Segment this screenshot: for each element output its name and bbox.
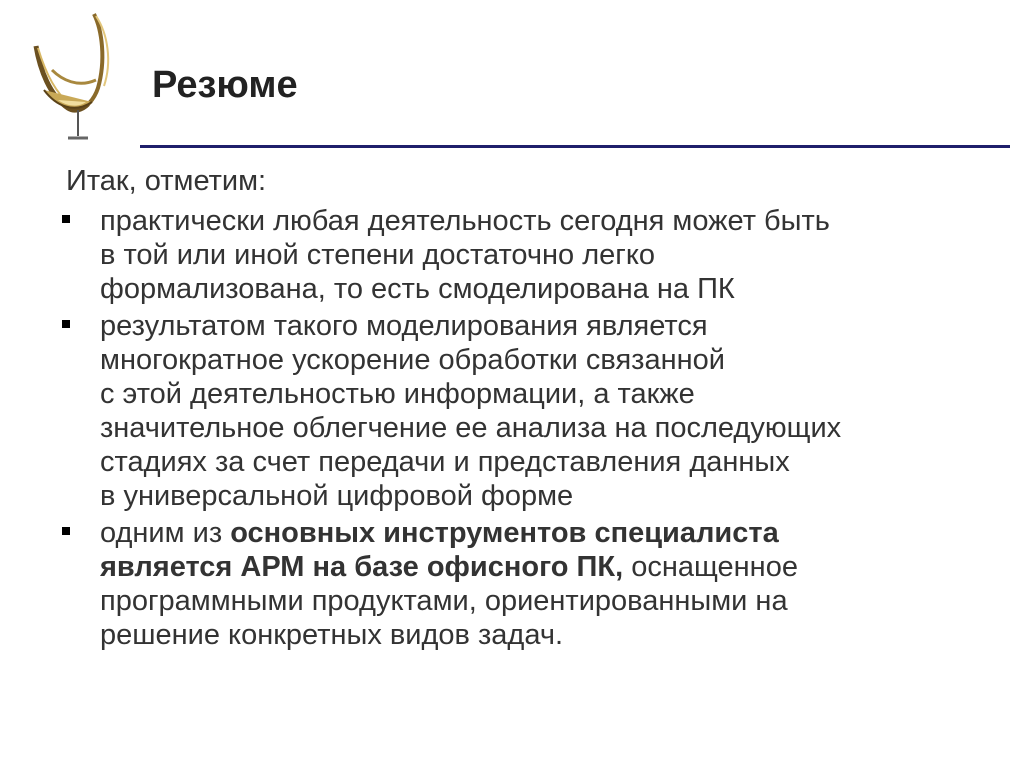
bullet-line: значительное облегчение ее анализа на последующих bbox=[100, 412, 842, 444]
bullet-text-bold: является АРМ на базе офисного ПК, bbox=[100, 551, 624, 583]
bullet-list bbox=[58, 204, 988, 655]
list-item bbox=[58, 309, 988, 513]
bullet-line: в универсальной цифровой форме bbox=[100, 480, 574, 512]
square-bullet-icon bbox=[62, 527, 70, 535]
title-divider bbox=[140, 145, 1010, 148]
goblet-sculpture-icon bbox=[22, 10, 142, 150]
bullet-line: в той или иной степени достаточно легко bbox=[100, 239, 655, 271]
bullet-line: практически любая деятельность сегодня может быть bbox=[100, 205, 830, 237]
list-item bbox=[58, 516, 988, 652]
bullet-line: решение конкретных видов задач. bbox=[100, 619, 564, 651]
bullet-line: формализована, то есть смоделирована на ПК bbox=[100, 273, 735, 305]
bullet-line: многократное ускорение обработки связанной bbox=[100, 344, 725, 376]
square-bullet-icon bbox=[62, 320, 70, 328]
bullet-line bbox=[100, 550, 988, 584]
bullet-line: результатом такого моделирования является bbox=[100, 310, 708, 342]
bullet-line: стадиях за счет передачи и представления данных bbox=[100, 446, 790, 478]
bullet-line: программными продуктами, ориентированными на bbox=[100, 585, 788, 617]
bullet-text-normal: оснащенное bbox=[623, 551, 798, 583]
intro-text: Итак, отметим: bbox=[66, 165, 267, 197]
square-bullet-icon bbox=[62, 215, 70, 223]
bullet-line bbox=[100, 516, 988, 550]
bullet-text-bold: основных инструментов специалиста bbox=[230, 517, 779, 549]
bullet-line: с этой деятельностью информации, а также bbox=[100, 378, 695, 410]
bullet-text-normal: одним из bbox=[100, 517, 231, 549]
slide-title: Резюме bbox=[152, 64, 298, 106]
list-item bbox=[58, 204, 988, 306]
